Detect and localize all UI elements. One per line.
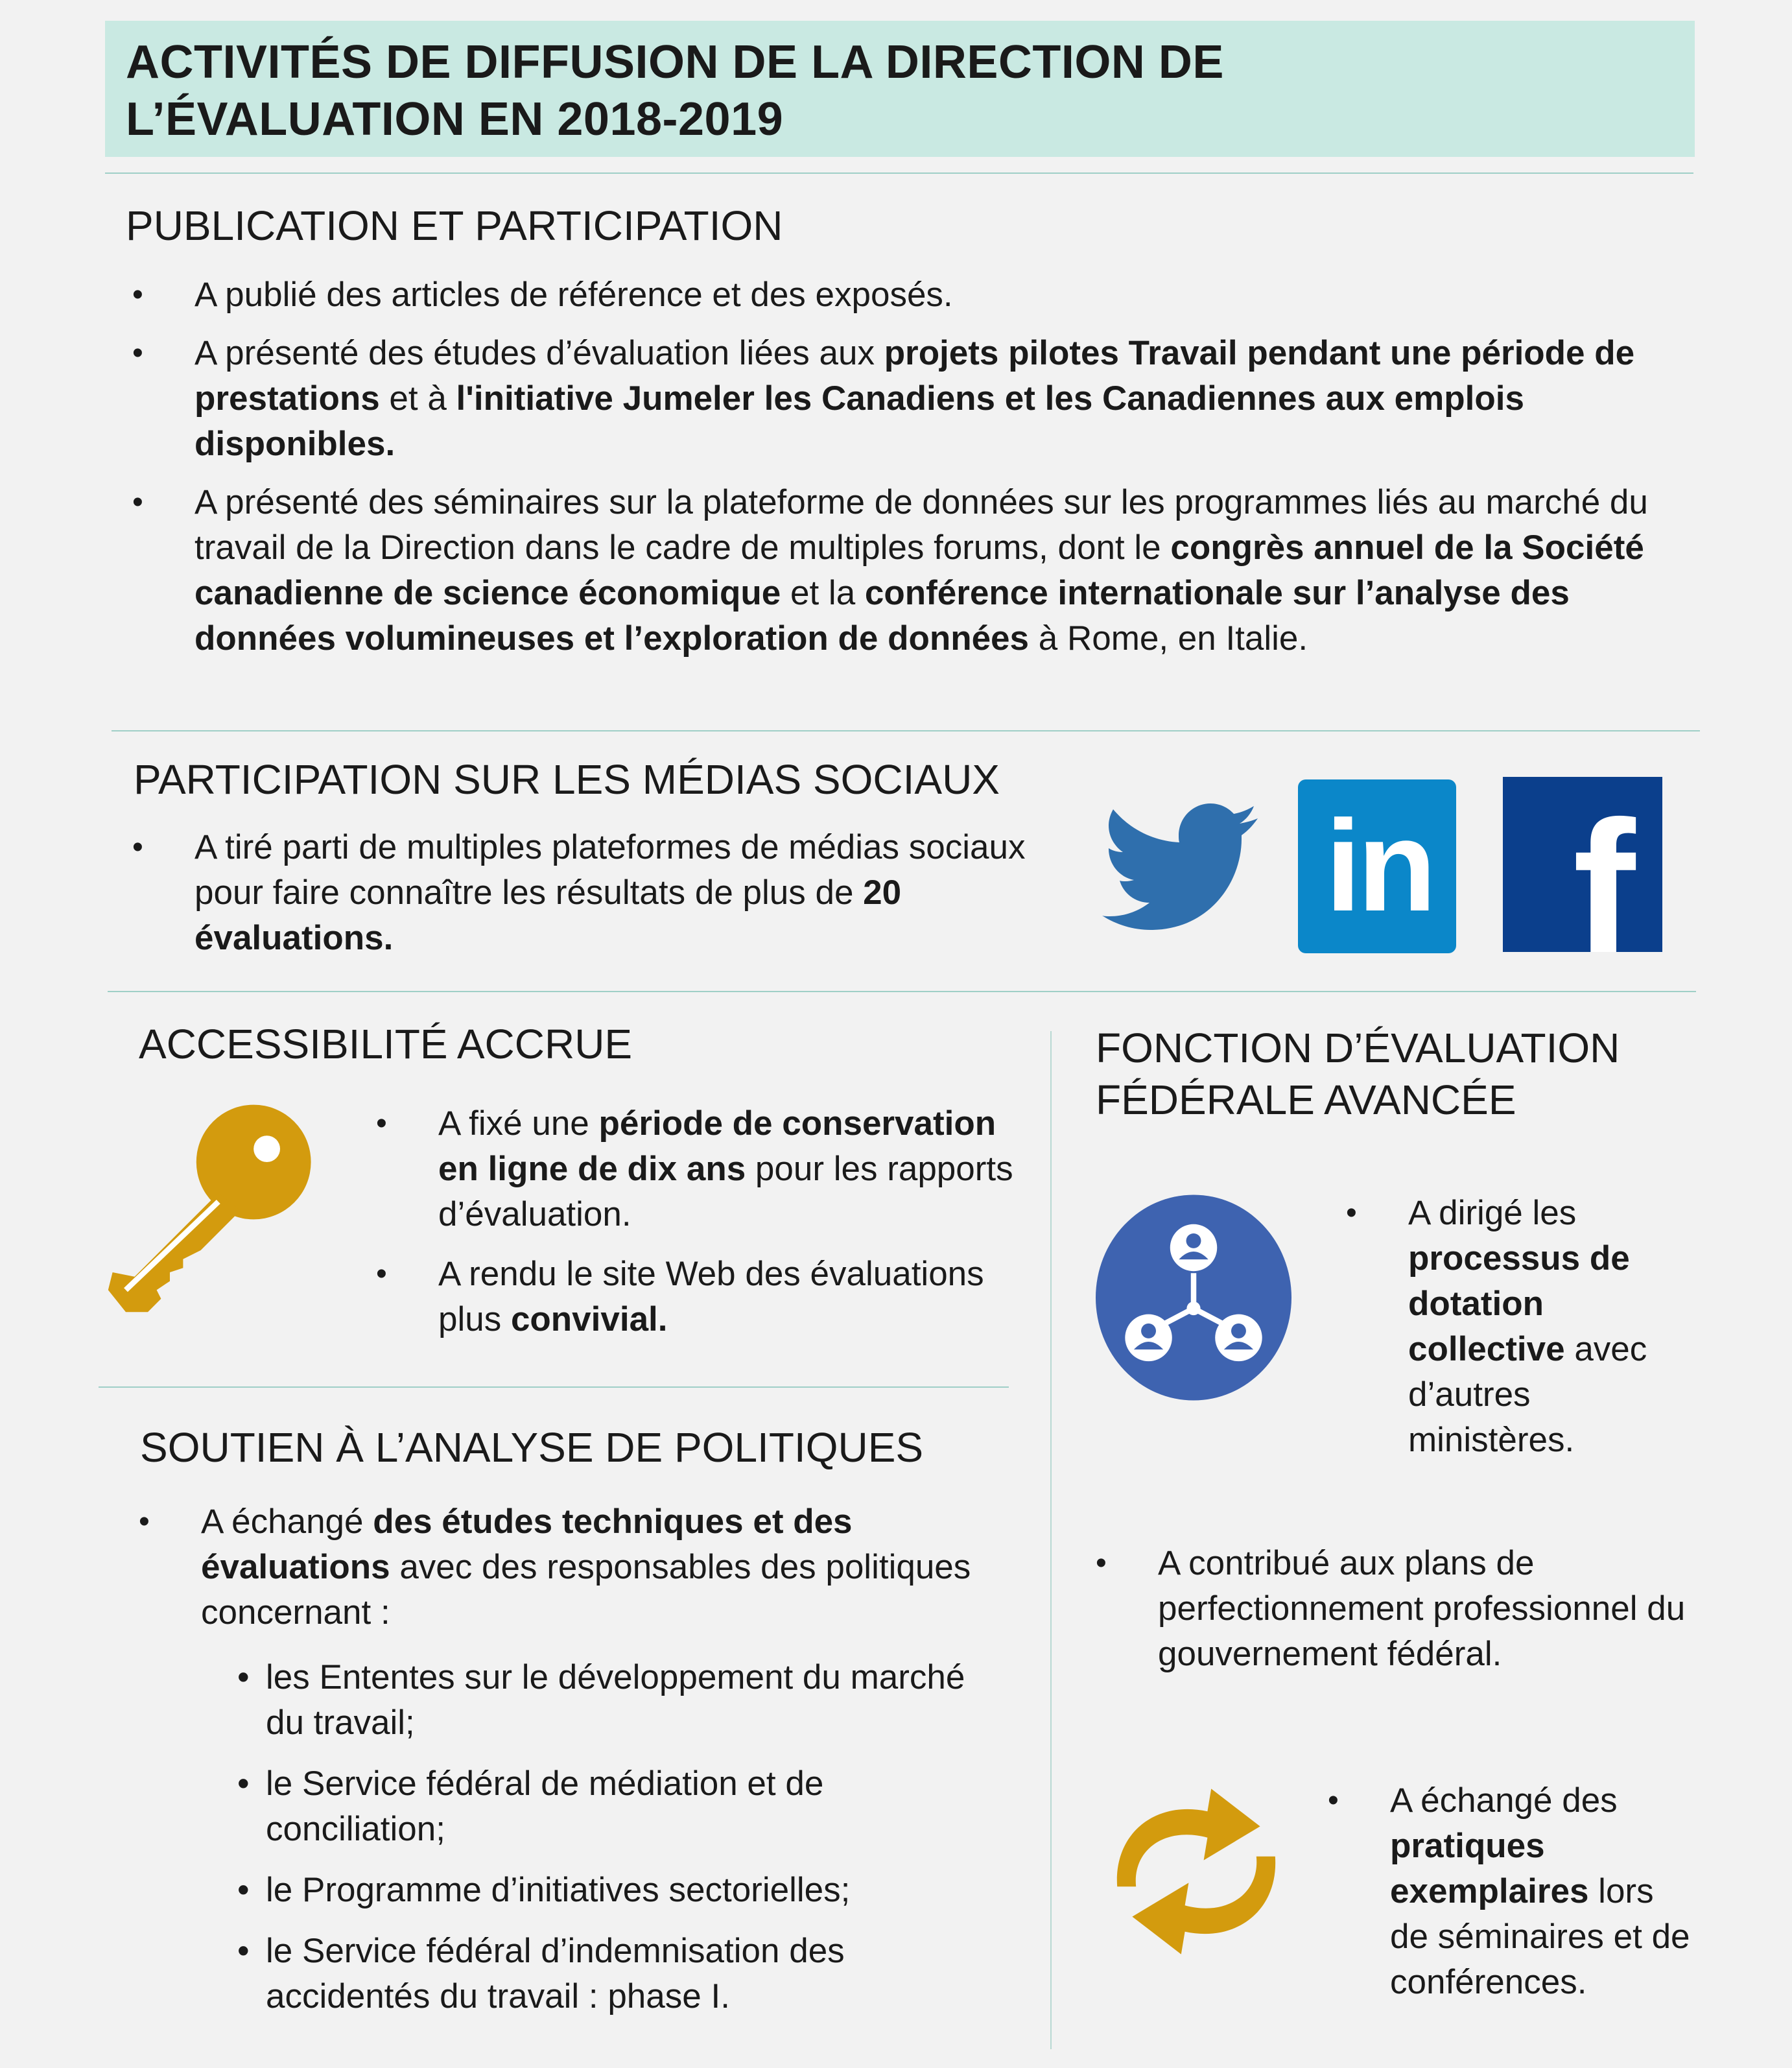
list-item: • A contribué aux plans de perfectionnement professionnel du gouvernement fédéral. (1158, 1541, 1696, 1677)
policy-sublist (237, 1655, 979, 2019)
publication-list (195, 272, 1699, 661)
section-title-publication: PUBLICATION ET PARTICIPATION (126, 202, 783, 249)
refresh-icon (1102, 1774, 1290, 1969)
column-divider (1050, 1031, 1052, 2049)
divider (99, 1386, 1009, 1388)
list-item: • les Ententes sur le développement du marché du travail; (237, 1658, 965, 1742)
list-item: • A fixé une période de conservation en ligne de dix ans pour les rapports d’évaluation. (438, 1101, 1035, 1237)
list-item: • A présenté des études d’évaluation liées aux projets pilotes Travail pendant une période de prestations et à l'initiative Jumeler les Canadiens et les Canadiennes aux emplois disponibles. (195, 331, 1699, 467)
social-list (195, 825, 1076, 961)
policy-list (201, 1499, 985, 1635)
section-title-social: PARTICIPATION SUR LES MÉDIAS SOCIAUX (134, 756, 1000, 803)
linkedin-icon[interactable]: in (1298, 779, 1456, 953)
federal-list-2 (1158, 1541, 1696, 1677)
twitter-icon[interactable] (1102, 796, 1258, 939)
list-item: • le Service fédéral de médiation et de conciliation; (237, 1765, 824, 1848)
network-icon (1096, 1194, 1291, 1401)
federal-list-3 (1390, 1778, 1695, 2005)
facebook-icon[interactable]: f (1503, 777, 1662, 952)
divider (108, 991, 1696, 992)
divider (112, 730, 1700, 731)
list-item: • A dirigé les processus de dotation collective avec d’autres ministères. (1408, 1191, 1693, 1463)
list-item: • A publié des articles de référence et des exposés. (195, 272, 1699, 318)
section-title-federal: FONCTION D’ÉVALUATION FÉDÉRALE AVANCÉE (1096, 1025, 1620, 1123)
list-item: • le Programme d’initiatives sectorielles; (237, 1871, 851, 1909)
federal-list-1 (1408, 1191, 1693, 1463)
divider (105, 172, 1693, 174)
list-item: • A rendu le site Web des évaluations plus convivial. (438, 1252, 1035, 1342)
section-title-policy: SOUTIEN À L’ANALYSE DE POLITIQUES (140, 1424, 924, 1471)
page-title: ACTIVITÉS DE DIFFUSION DE LA DIRECTION DE L’ÉVALUATION EN 2018-2019 (126, 36, 1224, 145)
list-item: • le Service fédéral d’indemnisation des accidentés du travail : phase I. (237, 1932, 845, 2015)
key-icon (104, 1096, 324, 1316)
list-item: • A tiré parti de multiples plateformes de médias sociaux pour faire connaître les résultats de plus de 20 évaluations. (195, 825, 1076, 961)
section-title-access: ACCESSIBILITÉ ACCRUE (139, 1021, 633, 1067)
header-banner (105, 21, 1695, 157)
list-item: • A échangé des études techniques et des évaluations avec des responsables des politiques concernant : (201, 1499, 985, 1635)
list-item: • A échangé des pratiques exemplaires lors de séminaires et de conférences. (1390, 1778, 1695, 2005)
list-item: • A présenté des séminaires sur la plateforme de données sur les programmes liés au marché du travail de la Direction dans le cadre de multiples forums, dont le congrès annuel de la Société canadienne de science économique et la conférence internationale sur l’analyse des données volumineuses et l’exploration de données à Rome, en Italie. (195, 480, 1699, 661)
access-list (438, 1101, 1035, 1342)
